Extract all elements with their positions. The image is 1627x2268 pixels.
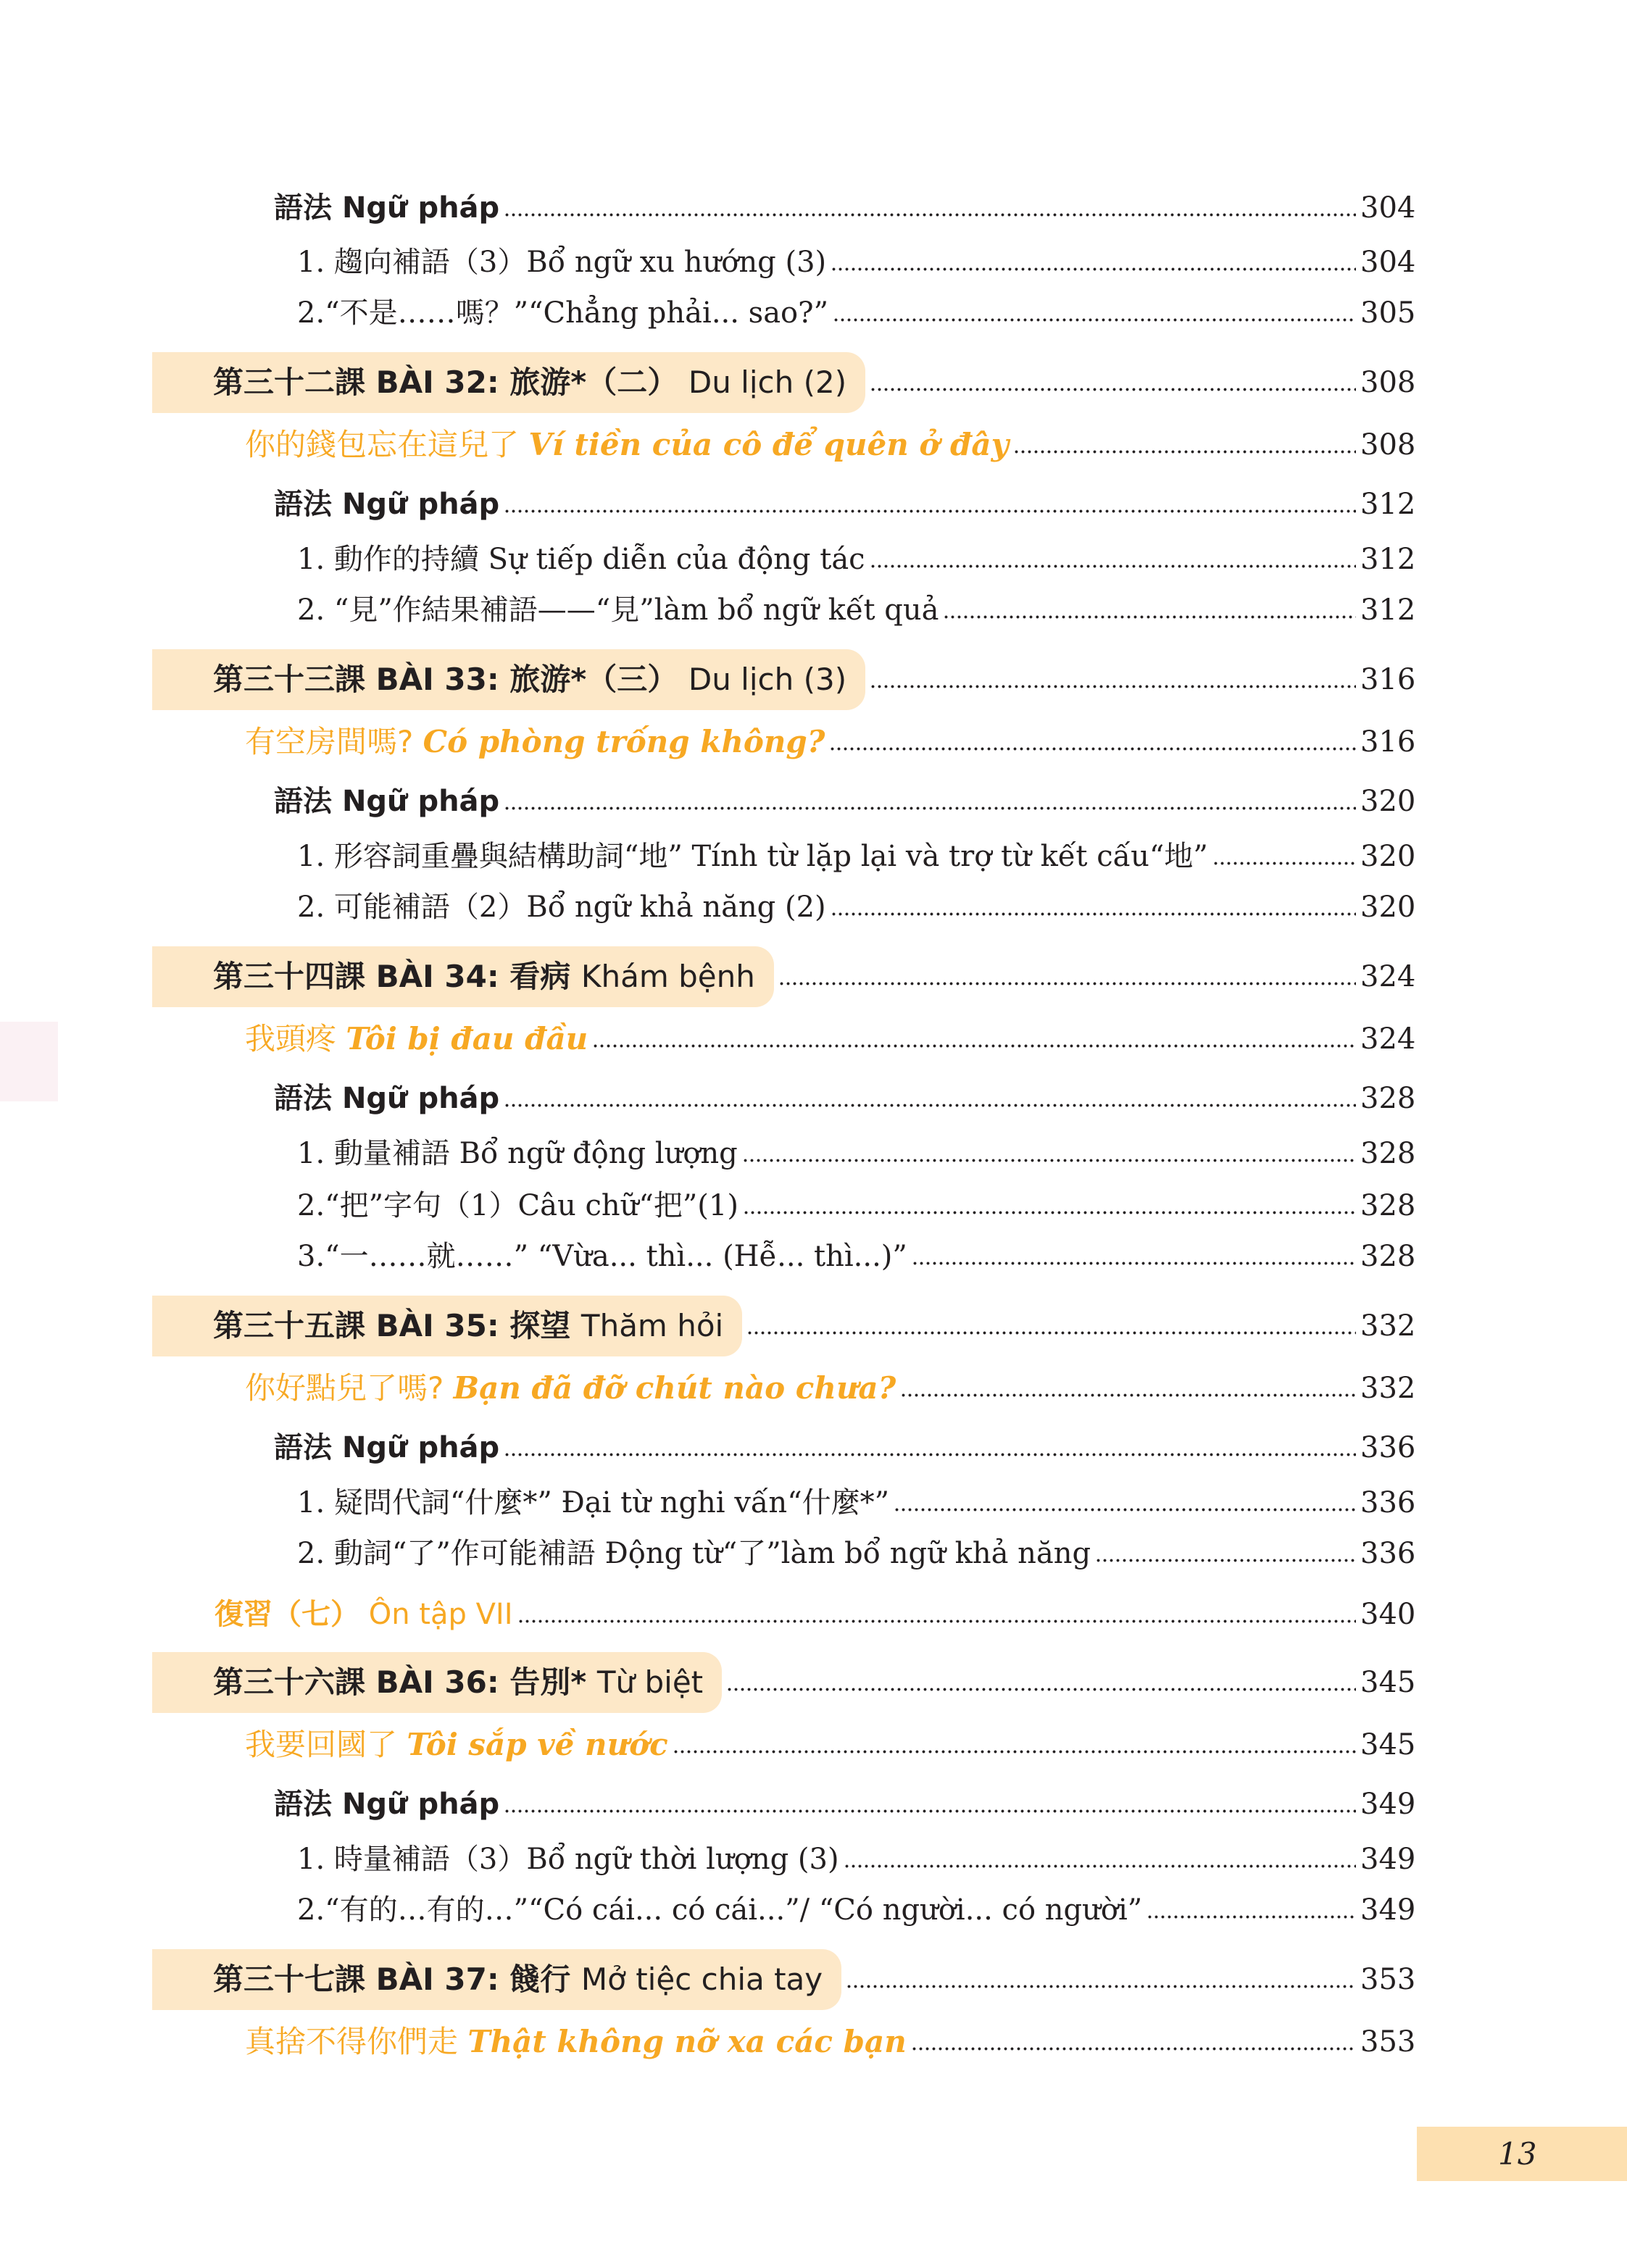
dot-leader bbox=[844, 1859, 1356, 1872]
page-ref: 308 bbox=[1360, 428, 1416, 462]
grammar-zh: 語法 bbox=[274, 1788, 332, 1821]
toc-entry-label bbox=[245, 2019, 907, 2065]
lesson-title-zh: 餞行 bbox=[509, 1961, 571, 1997]
toc-entry-label bbox=[245, 1365, 896, 1412]
item-text: 2. 可能補語（2）Bổ ngữ khả năng (2) bbox=[297, 891, 826, 924]
page-ref: 328 bbox=[1360, 1082, 1416, 1115]
lesson-number-vi: BÀI 35: bbox=[375, 1308, 499, 1343]
item-text: 1. 動量補語 Bổ ngữ động lượng bbox=[297, 1137, 738, 1170]
dot-leader bbox=[831, 907, 1356, 920]
toc-entry-label bbox=[245, 1016, 588, 1062]
page-ref: 308 bbox=[1360, 366, 1416, 399]
dialog-title-vi: Có phòng trống không? bbox=[423, 724, 825, 759]
toc-entry-label bbox=[297, 1130, 738, 1177]
toc-entry-label bbox=[274, 1075, 499, 1122]
toc-entry-lesson[interactable] bbox=[0, 1296, 1627, 1356]
toc-entry-label bbox=[297, 1480, 889, 1526]
toc-entry-label bbox=[297, 1233, 907, 1280]
toc-entry-item[interactable] bbox=[0, 1836, 1627, 1883]
dot-leader bbox=[900, 1388, 1356, 1401]
lesson-number-zh: 第三十七課 bbox=[213, 1961, 366, 1997]
item-text: 1. 疑問代詞“什麼*” Đại từ nghi vấn“什麼*” bbox=[297, 1486, 890, 1519]
page-ref: 345 bbox=[1360, 1728, 1416, 1762]
dialog-title-vi: Tôi bị đau đầu bbox=[346, 1021, 588, 1056]
dot-leader bbox=[870, 383, 1356, 396]
toc-entry-label bbox=[297, 290, 828, 336]
dot-leader bbox=[870, 559, 1356, 572]
review-title-zh: 復習（七） bbox=[215, 1598, 359, 1631]
page-ref: 349 bbox=[1360, 1893, 1416, 1927]
page-ref: 336 bbox=[1360, 1431, 1416, 1464]
lesson-title-zh: 旅游*（三） bbox=[509, 662, 678, 697]
lesson-number-zh: 第三十四課 bbox=[213, 959, 366, 994]
toc-entry-label bbox=[152, 1652, 722, 1713]
toc-entry-dialog[interactable] bbox=[0, 2019, 1627, 2065]
lesson-title-zh: 探望 bbox=[509, 1308, 571, 1343]
toc-entry-label bbox=[297, 239, 826, 285]
page-ref: 312 bbox=[1360, 488, 1416, 521]
page-ref: 320 bbox=[1360, 785, 1416, 818]
lesson-title-zh: 旅游*（二） bbox=[509, 364, 678, 400]
lesson-number-zh: 第三十五課 bbox=[213, 1308, 366, 1343]
dot-leader bbox=[1147, 1910, 1356, 1923]
dot-leader bbox=[911, 2042, 1356, 2055]
grammar-vi: Ngữ pháp bbox=[341, 1082, 500, 1115]
grammar-vi: Ngữ pháp bbox=[341, 191, 500, 225]
toc-entry-grammar[interactable] bbox=[0, 778, 1627, 825]
dot-leader bbox=[504, 1448, 1356, 1461]
page-ref: 332 bbox=[1360, 1309, 1416, 1343]
page-ref: 320 bbox=[1360, 840, 1416, 873]
toc-entry-label bbox=[274, 778, 499, 825]
page-ref: 353 bbox=[1360, 1963, 1416, 1996]
toc-entry-item[interactable] bbox=[0, 1183, 1627, 1229]
page-ref: 316 bbox=[1360, 663, 1416, 696]
dot-leader bbox=[673, 1745, 1356, 1758]
item-text: 1. 動作的持續 Sự tiếp diễn của động tác bbox=[297, 543, 865, 576]
toc-entry-item[interactable] bbox=[0, 1130, 1627, 1177]
dot-leader bbox=[778, 977, 1356, 990]
toc-entry-label bbox=[297, 587, 939, 633]
lesson-number-vi: BÀI 34: bbox=[375, 959, 499, 994]
dot-leader bbox=[831, 262, 1356, 275]
page-ref: 304 bbox=[1360, 246, 1416, 279]
dot-leader bbox=[912, 1256, 1356, 1270]
toc-entry-dialog[interactable] bbox=[0, 1365, 1627, 1412]
toc-entry-label bbox=[152, 946, 774, 1007]
dot-leader bbox=[517, 1614, 1356, 1627]
item-text: 3.“一……就……” “Vừa... thì... (Hễ... thì...)” bbox=[297, 1240, 907, 1273]
toc-entry-item[interactable] bbox=[0, 1480, 1627, 1526]
dot-leader bbox=[829, 742, 1356, 755]
page-ref: 312 bbox=[1360, 543, 1416, 576]
page-ref: 324 bbox=[1360, 1022, 1416, 1056]
dialog-title-zh: 我要回國了 bbox=[245, 1727, 398, 1762]
page-ref: 349 bbox=[1360, 1788, 1416, 1821]
toc-entry-label bbox=[274, 481, 499, 528]
toc-entry-item[interactable] bbox=[0, 587, 1627, 633]
item-text: 2.“不是……嗎？”“Chẳng phải... sao?” bbox=[297, 296, 829, 330]
dialog-title-zh: 你好點兒了嗎? bbox=[245, 1370, 444, 1406]
dialog-title-zh: 真捨不得你們走 bbox=[245, 2024, 459, 2059]
page-ref: 332 bbox=[1360, 1372, 1416, 1405]
lesson-number-zh: 第三十三課 bbox=[213, 662, 366, 697]
item-text: 2. “見”作結果補語——“見”làm bổ ngữ kết quả bbox=[297, 593, 939, 627]
lesson-title-vi: Du lịch (3) bbox=[688, 662, 847, 697]
toc-entry-dialog[interactable] bbox=[0, 422, 1627, 468]
toc-entry-grammar[interactable] bbox=[0, 481, 1627, 528]
toc-entry-grammar[interactable] bbox=[0, 185, 1627, 231]
toc-entry-review[interactable] bbox=[0, 1591, 1627, 1638]
item-text: 2.“有的…有的…”“Có cái... có cái...”/ “Có người... có người” bbox=[297, 1893, 1143, 1927]
toc-entry-lesson[interactable] bbox=[0, 946, 1627, 1007]
grammar-vi: Ngữ pháp bbox=[341, 1788, 500, 1821]
toc-entry-item[interactable] bbox=[0, 884, 1627, 930]
toc-entry-item[interactable] bbox=[0, 290, 1627, 336]
toc-entry-dialog[interactable] bbox=[0, 1722, 1627, 1768]
dot-leader bbox=[504, 504, 1356, 517]
page-ref: 336 bbox=[1360, 1537, 1416, 1570]
page-ref: 340 bbox=[1360, 1598, 1416, 1631]
grammar-zh: 語法 bbox=[274, 191, 332, 225]
grammar-vi: Ngữ pháp bbox=[341, 1431, 500, 1464]
dot-leader bbox=[1013, 445, 1356, 458]
toc-entry-label bbox=[152, 352, 865, 413]
toc-entry-lesson[interactable] bbox=[0, 1949, 1627, 2010]
dot-leader bbox=[1095, 1554, 1356, 1567]
page-ref: 320 bbox=[1360, 891, 1416, 924]
toc-entry-lesson[interactable] bbox=[0, 1652, 1627, 1713]
toc-entry-item[interactable] bbox=[0, 1530, 1627, 1577]
page-ref: 345 bbox=[1360, 1666, 1416, 1699]
item-text: 1. 形容詞重疊與結構助詞“地” Tính từ lặp lại và trợ từ kết cấu“地” bbox=[297, 840, 1208, 873]
dot-leader bbox=[504, 208, 1356, 221]
toc-entry-label bbox=[274, 1425, 499, 1471]
toc-entry-label bbox=[152, 1296, 742, 1356]
item-text: 1. 時量補語（3）Bổ ngữ thời lượng (3) bbox=[297, 1843, 839, 1876]
review-title-vi: Ôn tập VII bbox=[368, 1598, 513, 1631]
lesson-title-vi: Khám bệnh bbox=[581, 959, 755, 994]
lesson-title-vi: Thăm hỏi bbox=[581, 1308, 724, 1343]
dialog-title-vi: Bạn đã đỡ chút nào chưa? bbox=[453, 1370, 896, 1406]
toc-entry-item[interactable] bbox=[0, 1233, 1627, 1280]
grammar-zh: 語法 bbox=[274, 1082, 332, 1115]
toc-entry-label bbox=[297, 833, 1208, 880]
dot-leader bbox=[504, 1804, 1356, 1817]
toc-entry-label bbox=[297, 536, 865, 583]
toc-entry-label bbox=[297, 1183, 738, 1229]
toc-entry-label bbox=[297, 1530, 1091, 1577]
lesson-title-vi: Du lịch (2) bbox=[688, 364, 847, 400]
dialog-title-vi: Thật không nỡ xa các bạn bbox=[467, 2024, 907, 2059]
toc-entry-label bbox=[274, 1781, 499, 1827]
toc-entry-dialog[interactable] bbox=[0, 1016, 1627, 1062]
dot-leader bbox=[743, 1206, 1356, 1219]
dot-leader bbox=[592, 1039, 1356, 1052]
toc-entry-label bbox=[245, 422, 1009, 468]
toc-entry-label bbox=[297, 884, 826, 930]
dot-leader bbox=[726, 1683, 1356, 1696]
lesson-title-zh: 看病 bbox=[509, 959, 571, 994]
toc-entry-label bbox=[274, 185, 499, 231]
toc-entry-grammar[interactable] bbox=[0, 1075, 1627, 1122]
item-text: 2. 動詞“了”作可能補語 Động từ“了”làm bổ ngữ khả năng bbox=[297, 1537, 1091, 1570]
dot-leader bbox=[742, 1154, 1356, 1167]
dialog-title-zh: 你的錢包忘在這兒了 bbox=[245, 427, 520, 462]
toc-entry-item[interactable] bbox=[0, 239, 1627, 285]
page-ref: 304 bbox=[1360, 191, 1416, 225]
page-ref: 312 bbox=[1360, 593, 1416, 627]
page-ref: 328 bbox=[1360, 1137, 1416, 1170]
toc-entry-label bbox=[245, 1722, 668, 1768]
lesson-number-vi: BÀI 33: bbox=[375, 662, 499, 697]
toc-entry-label bbox=[215, 1591, 513, 1638]
toc-entry-label bbox=[245, 719, 825, 765]
page-ref: 328 bbox=[1360, 1189, 1416, 1222]
dot-leader bbox=[894, 1503, 1356, 1516]
dialog-title-zh: 有空房間嗎? bbox=[245, 724, 414, 759]
toc-entry-item[interactable] bbox=[0, 1887, 1627, 1933]
dot-leader bbox=[746, 1326, 1356, 1339]
dot-leader bbox=[846, 1980, 1356, 1993]
page-ref: 305 bbox=[1360, 296, 1416, 330]
toc-entry-item[interactable] bbox=[0, 833, 1627, 880]
page-number: 13 bbox=[1417, 2127, 1627, 2181]
page-ref: 353 bbox=[1360, 2025, 1416, 2059]
dot-leader bbox=[943, 610, 1356, 623]
dot-leader bbox=[833, 313, 1356, 326]
toc-entry-lesson[interactable] bbox=[0, 649, 1627, 710]
item-text: 1. 趨向補語（3）Bổ ngữ xu hướng (3) bbox=[297, 246, 827, 279]
toc-entry-label bbox=[297, 1887, 1142, 1933]
grammar-zh: 語法 bbox=[274, 1431, 332, 1464]
lesson-number-zh: 第三十二課 bbox=[213, 364, 366, 400]
page-ref: 316 bbox=[1360, 725, 1416, 759]
lesson-number-zh: 第三十六課 bbox=[213, 1664, 366, 1700]
toc-entry-item[interactable] bbox=[0, 536, 1627, 583]
toc-entry-grammar[interactable] bbox=[0, 1425, 1627, 1471]
lesson-number-vi: BÀI 32: bbox=[375, 364, 499, 400]
grammar-vi: Ngữ pháp bbox=[341, 488, 500, 521]
page-ref: 328 bbox=[1360, 1240, 1416, 1273]
toc-entry-grammar[interactable] bbox=[0, 1781, 1627, 1827]
lesson-title-zh: 告別* bbox=[509, 1664, 587, 1700]
dialog-title-vi: Ví tiền của cô để quên ở đây bbox=[528, 427, 1010, 462]
dot-leader bbox=[504, 1098, 1356, 1112]
lesson-number-vi: BÀI 37: bbox=[375, 1961, 499, 1997]
toc-entry-dialog[interactable] bbox=[0, 719, 1627, 765]
toc-entry-lesson[interactable] bbox=[0, 352, 1627, 413]
toc-entry-label bbox=[297, 1836, 839, 1883]
grammar-zh: 語法 bbox=[274, 488, 332, 521]
dot-leader bbox=[504, 801, 1356, 814]
lesson-number-vi: BÀI 36: bbox=[375, 1664, 499, 1700]
lesson-title-vi: Từ biệt bbox=[596, 1664, 704, 1700]
grammar-vi: Ngữ pháp bbox=[341, 785, 500, 818]
grammar-zh: 語法 bbox=[274, 785, 332, 818]
toc-entry-label bbox=[152, 1949, 841, 2010]
item-text: 2.“把”字句（1）Câu chữ“把”(1) bbox=[297, 1189, 738, 1222]
dialog-title-vi: Tôi sắp về nước bbox=[407, 1727, 668, 1762]
toc-entry-label bbox=[152, 649, 865, 710]
page-ref: 336 bbox=[1360, 1486, 1416, 1519]
lesson-title-vi: Mở tiệc chia tay bbox=[581, 1961, 823, 1997]
page-ref: 324 bbox=[1360, 960, 1416, 993]
dot-leader bbox=[870, 680, 1356, 693]
dot-leader bbox=[1212, 856, 1356, 870]
page-ref: 349 bbox=[1360, 1843, 1416, 1876]
dialog-title-zh: 我頭疼 bbox=[245, 1021, 337, 1056]
